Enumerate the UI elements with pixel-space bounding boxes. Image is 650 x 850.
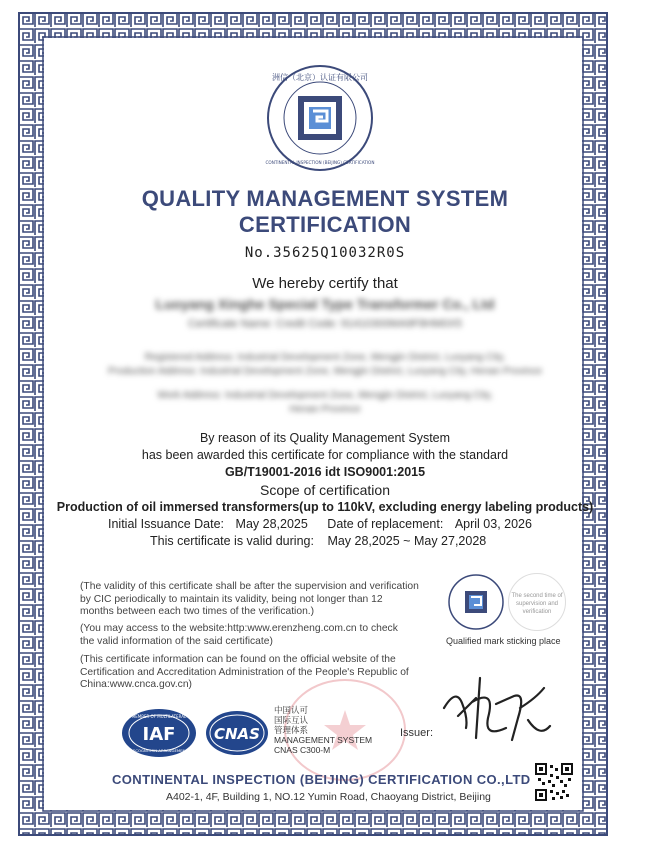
- replacement-label: Date of replacement:: [327, 517, 444, 531]
- organization-address-3: Work Address: Industrial Development Zone, Mengjin District, Luoyang City,: [157, 390, 493, 401]
- valid-value: May 28,2025 ~ May 27,2028: [327, 534, 487, 548]
- issuance-label: Initial Issuance Date:: [108, 517, 225, 531]
- validity-note: (The validity of this certificate shall be after the supervision and verification by CIC periodically to maintain its validity, being not longer than 12 months between each two times of the verification.): [80, 581, 419, 617]
- footer-address: A402-1, 4F, Building 1, NO.12 Yumin Road, Chaoyang District, Beijing: [166, 791, 491, 803]
- issuance-value: May 28,2025: [235, 517, 308, 531]
- iaf-text: IAF: [142, 724, 176, 745]
- certificate-title-line1: QUALITY MANAGEMENT SYSTEM: [141, 186, 509, 211]
- organization-name: Luoyang Xinghe Special Type Transformer Co., Ltd: [155, 296, 495, 312]
- standard-text: GB/T19001-2016 idt ISO9001:2015: [224, 465, 426, 479]
- footer-company: CONTINENTAL INSPECTION (BEIJING) CERTIFICATION CO.,LTD: [112, 772, 531, 787]
- company-seal-logo: [265, 63, 375, 173]
- issuer-signature: [436, 668, 556, 758]
- cnca-note: (This certificate information can be found on the official website of the Certification and Accreditation Administration of the People's Republic of China:www.cnca.gov.cn): [80, 654, 409, 690]
- statement-line1: By reason of its Quality Management System: [199, 431, 451, 445]
- replacement-value: April 03, 2026: [454, 517, 532, 531]
- cnas-logo: [204, 709, 270, 757]
- svg-text:RECOGNITION ARRANGEMENT: RECOGNITION ARRANGEMENT: [130, 748, 188, 753]
- certify-that-text: We hereby certify that: [252, 275, 398, 292]
- statement-line2: has been awarded this certificate for compliance with the standard: [141, 448, 509, 462]
- issuer-label: Issuer:: [400, 727, 434, 739]
- website-note: (You may access to the website:http:www.erenzheng.com.cn to check the valid information of the said certificate): [80, 623, 398, 647]
- sticking-caption: Qualified mark sticking place: [446, 636, 561, 646]
- svg-text:CONTINENTAL INSPECTION (BEIJIN: CONTINENTAL INSPECTION (BEIJING) CERTIFICATION: [265, 160, 375, 165]
- cnas-text: CNAS: [214, 725, 260, 743]
- organization-address-2: Production Address: Industrial Development Zone, Mengjin District, Luoyang City, Henan Province: [108, 366, 542, 377]
- seal-chinese-text: 洲信（北京）认证有限公司: [272, 73, 368, 82]
- organization-address-4: Henan Province: [289, 404, 361, 415]
- svg-text:MEMBER OF MULTILATERAL: MEMBER OF MULTILATERAL: [131, 714, 187, 719]
- iaf-logo: [120, 707, 198, 759]
- qr-code: [534, 762, 574, 802]
- certificate-title-line2: CERTIFICATION: [238, 212, 412, 237]
- dates-row: [108, 517, 558, 531]
- validity-row: [150, 534, 570, 548]
- cnas-info: 中国认可 国际互认 管理体系 MANAGEMENT SYSTEM CNAS C300-M: [274, 705, 373, 755]
- supervision-circle: The second time of supervision and verification: [508, 573, 566, 631]
- qualified-mark-logo: [447, 573, 505, 631]
- valid-label: This certificate is valid during:: [150, 534, 314, 548]
- scope-text: Production of oil immersed transformers(up to 110kV, excluding energy labeling products): [56, 500, 594, 514]
- certificate-number: No.35625Q10032R0S: [244, 245, 406, 261]
- organization-sub: Certificate Name: Credit Code: 91410300MA9F8HM0X5: [188, 318, 462, 330]
- organization-address-1: Registered Address: Industrial Development Zone, Mengjin District, Luoyang City,: [144, 352, 506, 363]
- scope-heading: Scope of certification: [260, 482, 390, 498]
